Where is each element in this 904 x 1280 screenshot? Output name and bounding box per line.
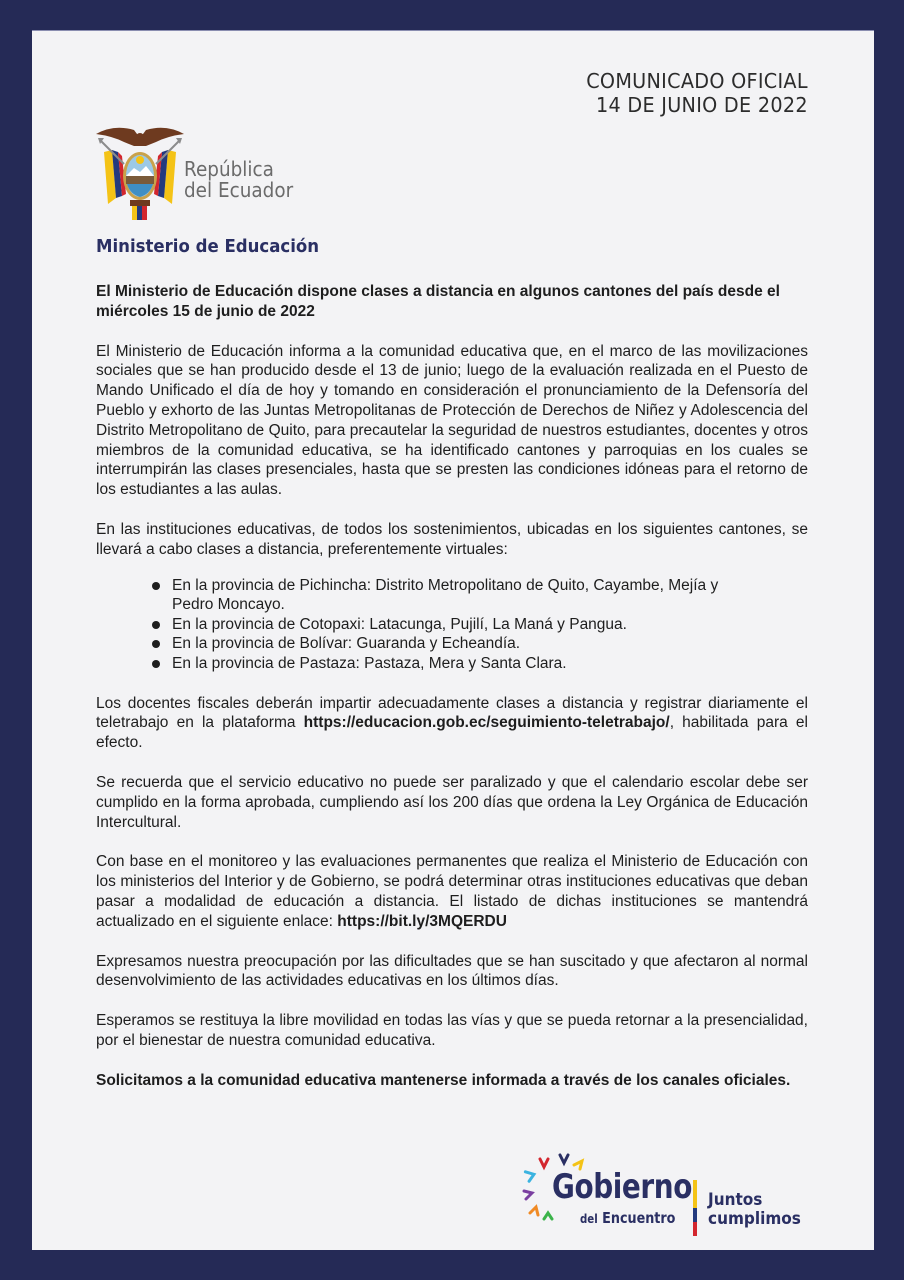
paragraph-5 (96, 852, 808, 931)
comunicado-title: COMUNICADO OFICIAL (586, 69, 808, 93)
document-page (32, 30, 874, 1250)
paragraph-1: El Ministerio de Educación informa a la comunidad educativa que, en el marco de las movilizaciones sociales que se han producido desde el 13 de junio; luego de la evaluación realizada en el Puesto de Mando Unificado el día de hoy y tomando en consideración el pronunciamiento de la Defensoría del Pueblo y exhorto de las Juntas Metropolitanas de Protección de Derechos de Niñez y Adolescencia del Distrito Metropolitano de Quito, para precautelar la seguridad de nuestros estudiantes, docentes y otros miembros de la comunidad educativa, se ha identificado cantones y parroquias en los cuales se interrumpirán las clases presenciales, hasta que se presten las condiciones idóneas para el retorno de los estudiantes a las aulas. (96, 342, 808, 499)
province-item-pichincha (152, 576, 732, 615)
province-item-bolivar (152, 634, 732, 654)
province-separator: : (366, 576, 372, 594)
province-label: En la provincia de Pastaza: (172, 654, 360, 672)
province-cantons: Pastaza, Mera y Santa Clara. (359, 654, 567, 672)
paragraph-3-text: Los docentes fiscales deberán impartir adecuadamente clases a distancia y registrar diariamente el teletrabajo en la plataforma (96, 694, 808, 732)
paragraph-5-text: Con base en el monitoreo y las evaluaciones permanentes que realiza el Ministerio de Educación con los ministerios del Interior y de Gobierno, se podrá determinar otras instituciones educativas que deban pasar a modalidad de educación a distancia. El listado de dichas instituciones se mantendrá actualizado en el siguiente enlace: (96, 853, 808, 930)
flag-divider (693, 1180, 697, 1236)
slogan-line-1: Juntos (708, 1190, 763, 1210)
teletrabajo-link[interactable]: https://educacion.gob.ec/seguimiento-teletrabajo/ (303, 714, 670, 732)
province-cantons: Guaranda y Echeandía. (352, 635, 521, 653)
province-label: En la provincia de Bolívar (172, 635, 348, 653)
province-separator: : (347, 635, 353, 653)
closing-statement: Solicitamos a la comunidad educativa mantenerse informada a través de los canales oficiales. (96, 1071, 791, 1089)
province-cantons: Distrito Metropolitano de Quito, Cayambe, Mejía y Pedro Moncayo. (172, 576, 719, 614)
paragraph-2: En las instituciones educativas, de todos los sostenimientos, ubicadas en los siguientes cantones, se llevará a cabo clases a distancia, preferentemente virtuales: (96, 520, 808, 558)
republica-line-1: República (184, 157, 274, 181)
province-item-cotopaxi (152, 615, 732, 635)
paragraph-3-text-end: , habilitada para el efecto. (96, 714, 808, 752)
gobierno-del-encuentro-logo (522, 1153, 822, 1243)
burst-icon (522, 1157, 556, 1237)
gobierno-word: Gobierno (552, 1167, 692, 1207)
republica-line-2: del Ecuador (184, 178, 294, 202)
comunicado-date: 14 DE JUNIO DE 2022 (596, 93, 808, 117)
paragraph-4: Se recuerda que el servicio educativo no puede ser paralizado y que el calendario escolar debe ser cumplido en la forma aprobada, cumpliendo así los 200 días que ordena la Ley Orgánica de Educación Intercultural. (96, 773, 808, 831)
del-word: del (580, 1212, 598, 1226)
slogan-line-2: cumplimos (708, 1209, 801, 1229)
slogan (708, 1191, 801, 1229)
bitly-link[interactable]: https://bit.ly/3MQERDU (337, 912, 507, 930)
province-item-pastaza (152, 654, 732, 674)
coat-of-arms-icon (94, 124, 186, 224)
document-body (96, 282, 808, 1110)
paragraph-3 (96, 694, 808, 753)
ministry-name: Ministerio de Educación (96, 236, 320, 257)
del-encuentro-word (580, 1209, 675, 1227)
province-list (96, 576, 808, 674)
republica-del-ecuador-wordmark (184, 159, 293, 201)
province-label: En la provincia de Cotopaxi: (172, 615, 366, 633)
document-title: El Ministerio de Educación dispone clases a distancia en algunos cantones del país desde el miércoles 15 de junio de 2022 (96, 283, 780, 320)
province-cantons: Latacunga, Pujilí, La Maná y Pangua. (365, 615, 627, 633)
province-label: En la provincia de Pichincha (172, 576, 367, 594)
paragraph-6: Expresamos nuestra preocupación por las dificultades que se han suscitado y que afectaron al normal desenvolvimiento de las actividades educativas en los últimos días. (96, 952, 808, 990)
paragraph-7: Esperamos se restituya la libre movilidad en todas las vías y que se pueda retornar a la presencialidad, por el bienestar de nuestra comunidad educativa. (96, 1012, 808, 1049)
comunicado-header (586, 69, 808, 117)
encuentro-word: Encuentro (597, 1209, 676, 1227)
